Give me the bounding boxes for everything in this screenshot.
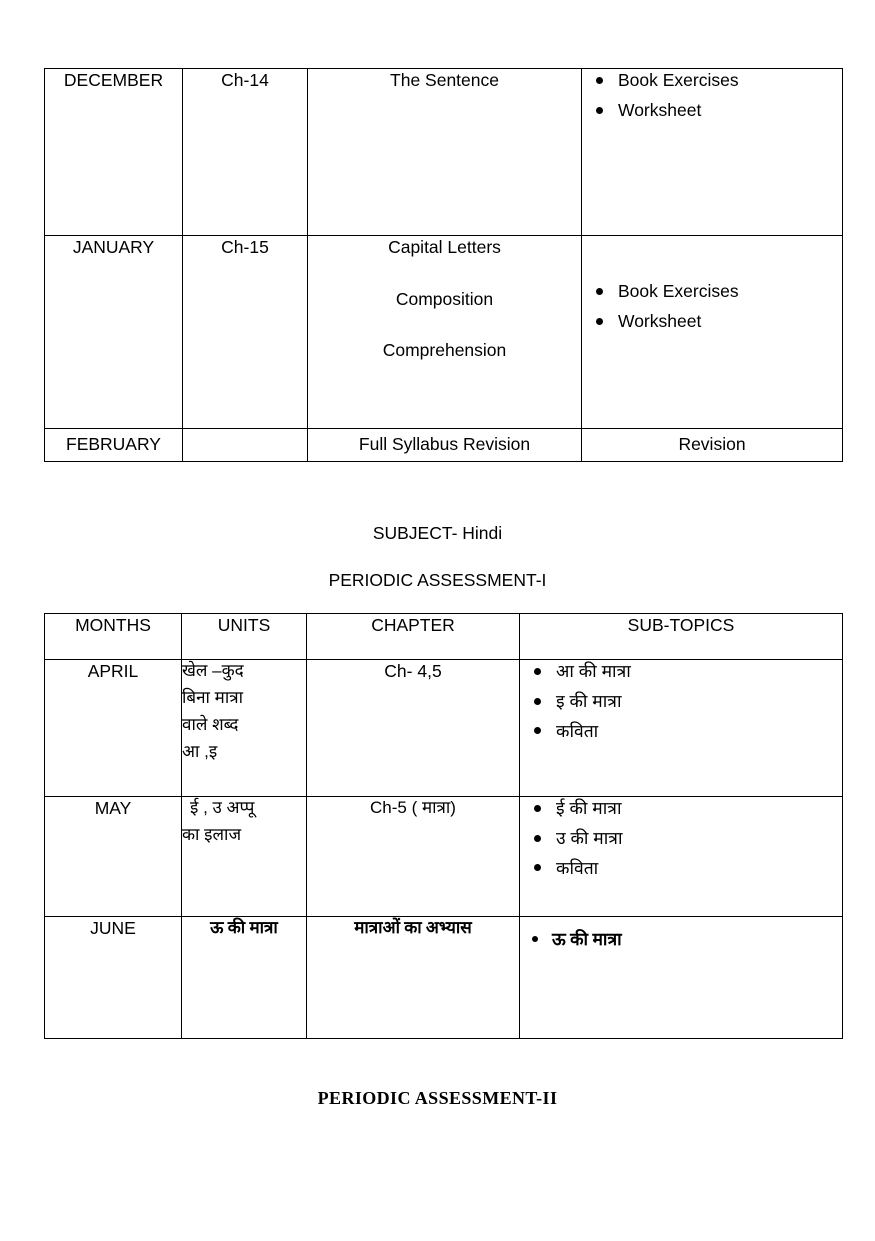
subtopics-cell: Revision [582,429,843,462]
chapter-line: मात्राओं का अभ्यास [354,918,472,937]
chapter-cell [307,797,520,917]
table-header-row [45,614,843,660]
unit-line: ई , उ अप्पू [190,798,255,817]
chapter-line: Ch-5 ( मात्रा) [370,798,456,817]
column-header-chapter: CHAPTER [307,614,520,660]
subtopics-list [520,917,842,951]
list-item-label: इ की मात्रा [556,690,622,711]
bullet-icon [534,727,541,734]
topic-cell [308,236,582,429]
subject-heading: SUBJECT- Hindi [372,523,503,543]
topic-cell [308,429,582,462]
topic-line: Full Syllabus Revision [358,434,531,454]
unit-line: बिना मात्रा [182,687,244,707]
unit-line: ऊ की मात्रा [210,918,278,937]
list-item [582,280,842,303]
chapter-cell [307,917,520,1039]
list-item-label: Worksheet [618,99,702,120]
table-row [45,429,843,462]
list-item [520,720,842,743]
unit-line: आ ,इ [182,741,218,761]
bullet-icon [596,288,603,295]
list-item [520,690,842,713]
periodic-assessment-1-heading: PERIODIC ASSESSMENT-I [328,570,547,590]
month-cell: MAY [45,797,182,917]
unit-line: का इलाज [182,824,242,844]
periodic-assessment-2-heading: PERIODIC ASSESSMENT-II [317,1088,558,1108]
table-row [45,69,843,236]
column-header-units: UNITS [182,614,307,660]
bullet-icon [534,835,541,842]
list-item [520,857,842,880]
column-header-subtopics: SUB-TOPICS [520,614,843,660]
list-item-label: उ की मात्रा [556,827,623,848]
subtopics-cell [520,917,843,1039]
subtopics-cell [582,236,843,429]
topic-line: The Sentence [390,70,499,90]
unit-line: वाले शब्द [182,714,239,734]
subtopics-list [582,236,842,333]
list-item [520,928,842,951]
units-cell [182,797,307,917]
bullet-icon [534,668,541,675]
topic-line: Comprehension [382,340,507,361]
chapter-cell: Ch-15 [183,236,308,429]
list-item [520,797,842,820]
units-cell [182,660,307,797]
column-header-months: MONTHS [45,614,182,660]
list-item [582,69,842,92]
bullet-icon [534,805,541,812]
subtopics-list [520,797,842,879]
list-item-label: कविता [556,720,599,741]
subtopics-cell [520,797,843,917]
subtopics-cell [520,660,843,797]
chapter-line: Ch- 4,5 [384,661,442,681]
list-item-label: ऊ की मात्रा [552,929,622,949]
bullet-icon [532,936,538,942]
bullet-icon [596,77,603,84]
list-item-label: आ की मात्रा [556,661,631,681]
topic-cell [308,69,582,236]
month-cell: FEBRUARY [45,429,183,462]
table-row [45,917,843,1039]
hindi-syllabus-table [44,613,843,1039]
subtopics-list [582,69,842,122]
topic-line: Capital Letters [388,237,501,257]
month-cell: APRIL [45,660,182,797]
table-row [45,660,843,797]
topic-line: Composition [395,288,494,309]
list-item [582,99,842,122]
units-cell [182,917,307,1039]
bullet-icon [596,107,603,114]
list-item-label: Worksheet [618,310,702,331]
bullet-icon [534,864,541,871]
list-item-label: Book Exercises [618,70,739,90]
chapter-cell: Ch-14 [183,69,308,236]
subtopics-cell [582,69,843,236]
chapter-cell [183,429,308,462]
month-cell: JANUARY [45,236,183,429]
list-item [582,310,842,333]
list-item [520,660,842,683]
bullet-icon [596,318,603,325]
month-cell: JUNE [45,917,182,1039]
table-row [45,236,843,429]
list-item-label: कविता [556,857,599,878]
english-syllabus-table [44,68,843,462]
chapter-cell [307,660,520,797]
subtopics-list [520,660,842,742]
list-item-label: Book Exercises [618,281,739,301]
list-item-label: ई की मात्रा [556,798,622,818]
unit-line: खेल –कुद [182,661,244,680]
month-cell: DECEMBER [45,69,183,236]
table-row [45,797,843,917]
bullet-icon [534,698,541,705]
list-item [520,827,842,850]
